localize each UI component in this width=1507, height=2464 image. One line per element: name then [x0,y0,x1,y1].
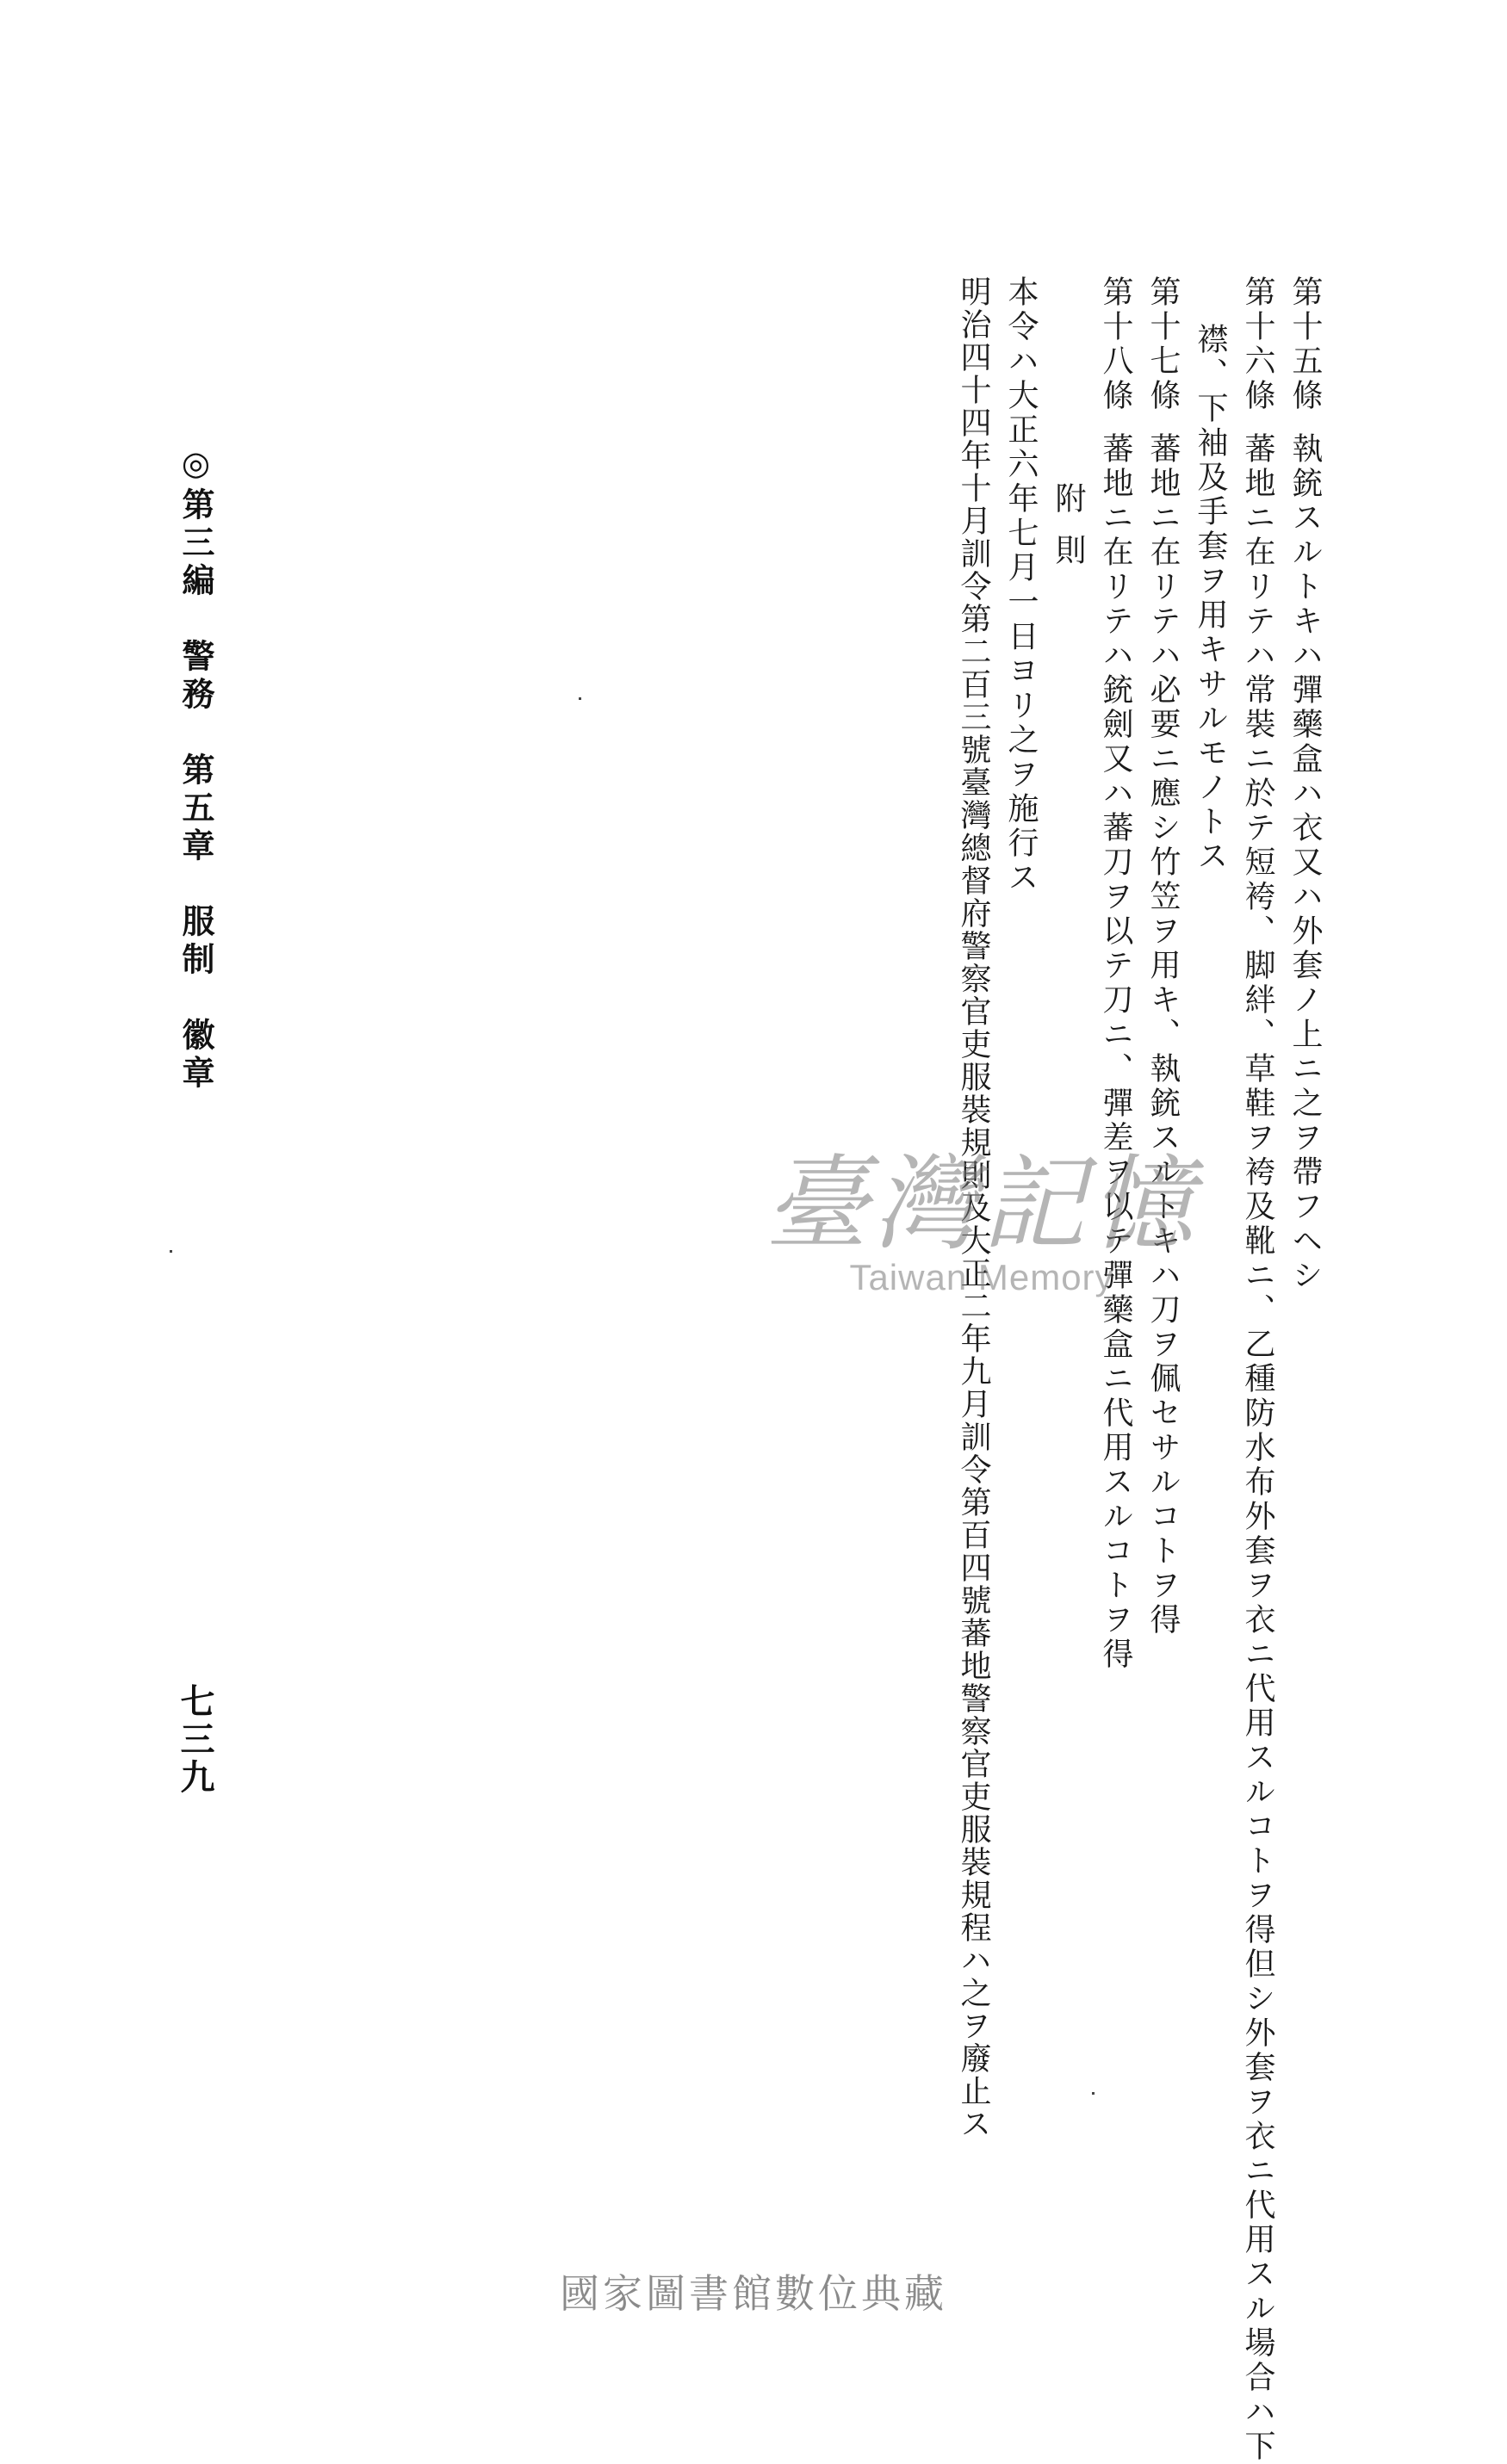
print-speck [579,697,581,700]
article-17 [1145,275,1180,1638]
article-16-continuation-text: 襟、下袖及手套ヲ用キサルモノトス [1193,323,1228,874]
article-18-body: 蕃地ニ在リテハ銃劍又ハ蕃刀ヲ以テ刀ニ、彈差ヲ以テ彈藥盒ニ代用スルコトヲ得 [1098,432,1133,1672]
article-16 [1240,275,1274,2464]
article-15 [1287,275,1322,1293]
page-number: 七三九 [175,1683,215,1797]
watermark-chinese: 臺灣記憶 [765,1145,1199,1265]
article-15-body: 執銃スルトキハ彈藥盒ハ衣又ハ外套ノ上ニ之ヲ帶フヘシ [1287,432,1323,1293]
article-16-continuation [1193,323,1227,874]
article-16-body: 蕃地ニ在リテハ常裝ニ於テ短袴、脚絆、草鞋ヲ袴及靴ニ、乙種防水布外套ヲ衣ニ代用スルコトヲ得但シ外套ヲ衣ニ代用スル場合ハ下 [1240,432,1275,2464]
article-18-head: 第十八條 [1098,275,1133,413]
footer-archive-label: 國家圖書館數位典藏 [560,2270,947,2317]
article-16-head: 第十六條 [1240,275,1275,413]
article-17-body: 蕃地ニ在リテハ必要ニ應シ竹笠ヲ用キ、執銃スルトキハ刀ヲ佩セサルコトヲ得 [1145,432,1181,1638]
running-header: ◎第三編 警務 第五章 服制 徽章 [177,443,215,1093]
print-speck [1092,2092,1095,2095]
article-15-head: 第十五條 [1287,275,1323,413]
print-speck [170,1250,172,1253]
article-18 [1098,275,1132,1672]
supplementary-title: 附則 [1051,482,1086,585]
supplementary-line-2: 明治四十四年十月訓令第二百三號臺灣總督府警察官吏服裝規則及大正二年九月訓令第百四號蕃地警察官吏服裝規程ハ之ヲ廢止ス [956,275,991,2140]
article-17-head: 第十七條 [1145,275,1181,413]
supplementary-line-1: 本令ハ大正六年七月一日ヨリ之ヲ施行ス [1003,275,1039,895]
watermark-english: Taiwan Memory [849,1257,1114,1297]
